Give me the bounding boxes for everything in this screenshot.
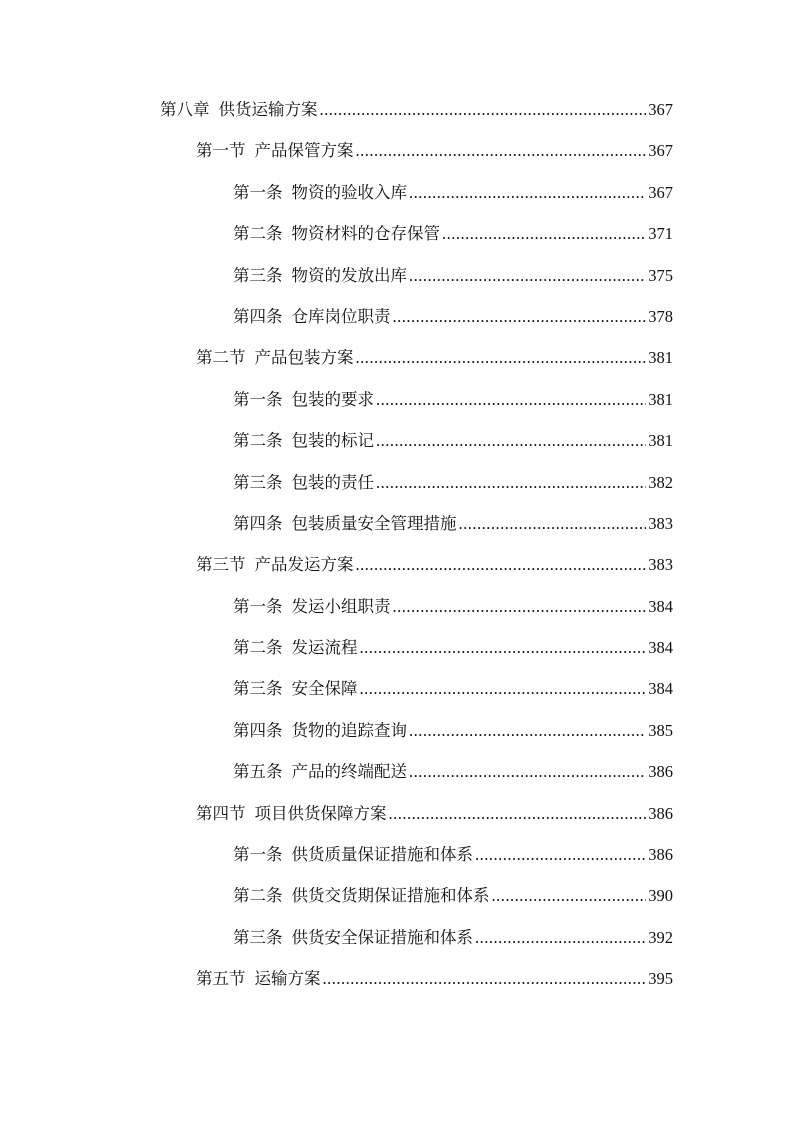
toc-entry-number: 第一条 [233,845,283,865]
dot-leader [323,968,647,990]
toc-entry-number: 第一条 [233,182,283,202]
toc-entry-number: 第一条 [233,389,283,409]
dot-leader [376,430,646,452]
dot-leader [360,637,647,659]
toc-entry-page: 392 [648,927,673,947]
toc-entry-number: 第五节 [196,969,246,989]
toc-entry-page: 384 [648,679,673,699]
toc-entry-number: 第一条 [233,596,283,616]
table-of-contents [0,99,793,1010]
toc-entry-number: 第四条 [233,306,283,326]
toc-entry-number: 第三条 [233,265,283,285]
dot-leader [360,678,647,700]
toc-entry-page: 375 [648,265,673,285]
toc-entry-number: 第一节 [196,141,246,161]
toc-entry[interactable] [0,761,793,802]
toc-entry-title: 安全保障 [291,679,358,699]
toc-entry-number: 第四条 [233,513,283,533]
toc-entry-page: 386 [648,762,673,782]
toc-entry-page: 367 [648,141,673,161]
toc-entry-title: 供货质量保证措施和体系 [291,845,473,865]
toc-entry-title: 运输方案 [254,969,321,989]
toc-entry-title: 发运流程 [291,638,358,658]
toc-entry-title: 物资的验收入库 [291,182,407,202]
toc-entry-page: 381 [648,348,673,368]
toc-entry-number: 第二条 [233,886,283,906]
toc-entry-page: 384 [648,596,673,616]
toc-entry-title: 包装质量安全管理措施 [291,513,457,533]
toc-entry-title: 产品的终端配送 [291,762,407,782]
toc-entry[interactable] [0,347,793,388]
toc-entry-title: 产品保管方案 [254,141,354,161]
dot-leader [320,99,647,121]
toc-entry[interactable] [0,513,793,554]
toc-entry-page: 385 [648,720,673,740]
toc-entry-page: 386 [648,803,673,823]
toc-entry[interactable] [0,182,793,223]
dot-leader [409,761,646,783]
toc-entry-title: 包装的责任 [291,472,374,492]
toc-entry-number: 第二条 [233,224,283,244]
toc-entry[interactable] [0,803,793,844]
dot-leader [356,140,647,162]
toc-entry-page: 386 [648,845,673,865]
toc-entry-title: 产品发运方案 [254,555,354,575]
toc-entry[interactable] [0,968,793,1009]
dot-leader [492,885,647,907]
toc-entry-number: 第五条 [233,762,283,782]
dot-leader [376,472,646,494]
toc-entry[interactable] [0,596,793,637]
dot-leader [442,223,646,245]
dot-leader [409,720,646,742]
toc-entry-page: 384 [648,638,673,658]
toc-entry[interactable] [0,140,793,181]
toc-entry-number: 第二节 [196,348,246,368]
toc-entry-number: 第二条 [233,431,283,451]
toc-entry[interactable] [0,265,793,306]
toc-entry[interactable] [0,927,793,968]
toc-entry-title: 发运小组职责 [291,596,391,616]
toc-entry-title: 产品包装方案 [254,348,354,368]
toc-entry[interactable] [0,885,793,926]
toc-entry-title: 包装的标记 [291,431,374,451]
toc-entry[interactable] [0,306,793,347]
toc-entry-title: 物资的发放出库 [291,265,407,285]
toc-entry-title: 供货交货期保证措施和体系 [291,886,490,906]
dot-leader [409,265,646,287]
toc-entry[interactable] [0,720,793,761]
toc-entry-title: 仓库岗位职责 [291,306,391,326]
toc-entry[interactable] [0,430,793,471]
dot-leader [356,554,647,576]
toc-entry-page: 381 [648,431,673,451]
toc-entry-page: 371 [648,224,673,244]
toc-entry-page: 381 [648,389,673,409]
toc-entry-page: 383 [648,513,673,533]
toc-entry-title: 货物的追踪查询 [291,720,407,740]
toc-entry[interactable] [0,554,793,595]
toc-entry-number: 第三条 [233,679,283,699]
toc-entry-number: 第八章 [160,100,210,119]
dot-leader [409,182,646,204]
toc-entry-page: 382 [648,472,673,492]
toc-entry-page: 383 [648,555,673,575]
toc-entry-title: 物资材料的仓存保管 [291,224,440,244]
dot-leader [393,306,647,328]
toc-entry-number: 第三节 [196,555,246,575]
toc-entry-number: 第四条 [233,720,283,740]
toc-entry-title: 供货安全保证措施和体系 [291,927,473,947]
toc-entry[interactable] [0,472,793,513]
toc-entry-page: 390 [648,886,673,906]
toc-entry[interactable] [0,637,793,678]
dot-leader [393,596,647,618]
toc-entry-number: 第三条 [233,472,283,492]
toc-entry-number: 第三条 [233,927,283,947]
toc-entry-number: 第四节 [196,803,246,823]
dot-leader [475,844,646,866]
toc-entry[interactable] [0,99,793,140]
toc-entry-title: 包装的要求 [291,389,374,409]
dot-leader [459,513,647,535]
toc-entry-title: 供货运输方案 [218,100,318,119]
dot-leader [376,389,646,411]
toc-entry-page: 367 [648,182,673,202]
toc-entry-number: 第二条 [233,638,283,658]
toc-entry[interactable] [0,223,793,264]
toc-entry[interactable] [0,844,793,885]
toc-entry[interactable] [0,678,793,719]
toc-entry-page: 395 [648,969,673,989]
toc-entry-page: 367 [648,100,673,119]
toc-entry[interactable] [0,389,793,430]
dot-leader [475,927,646,949]
dot-leader [356,347,647,369]
toc-entry-page: 378 [648,306,673,326]
dot-leader [389,803,647,825]
toc-entry-title: 项目供货保障方案 [254,803,387,823]
